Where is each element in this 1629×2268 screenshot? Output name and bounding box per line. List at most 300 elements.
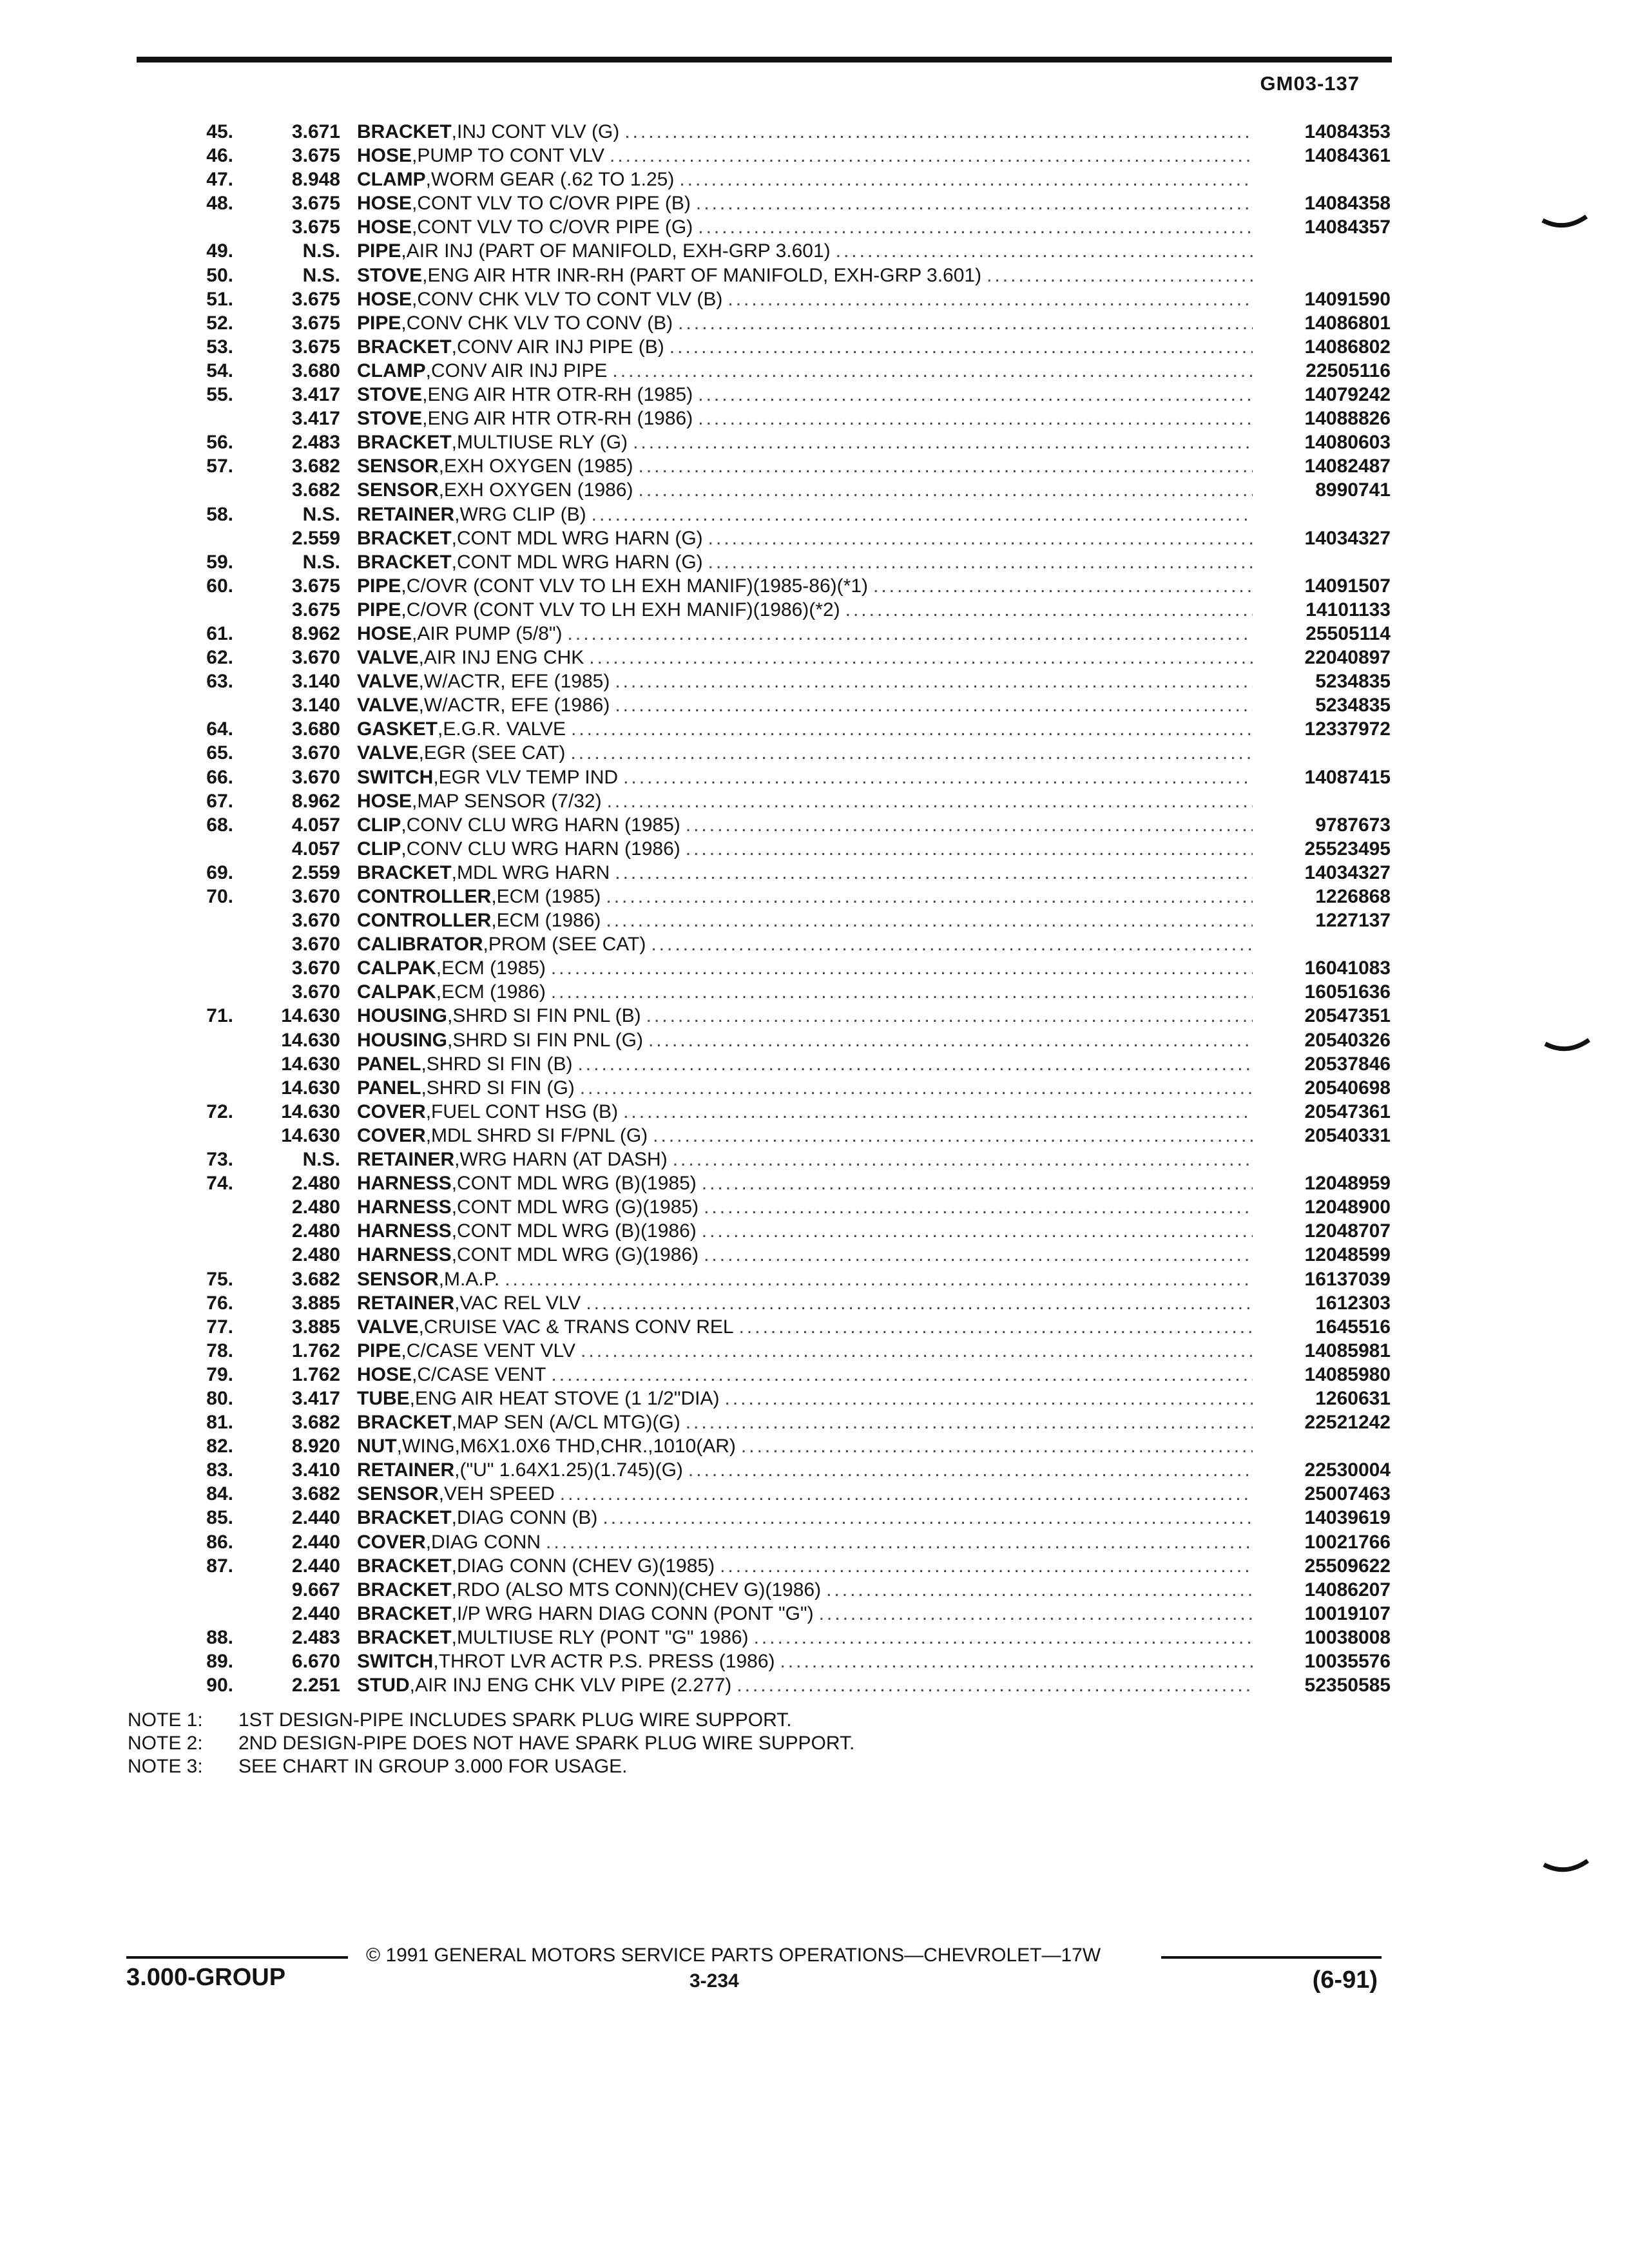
dot-leader [623, 765, 1253, 789]
dot-leader [577, 1052, 1253, 1076]
dot-leader [551, 956, 1253, 980]
parts-row [142, 717, 1391, 741]
parts-row [142, 1554, 1391, 1578]
part-name: CLIP [357, 814, 401, 836]
name-separator: , [454, 1292, 460, 1314]
dot-leader [836, 239, 1253, 263]
part-number: 22530004 [1304, 1459, 1391, 1481]
part-number: 16051636 [1304, 981, 1391, 1003]
dot-leader [580, 1076, 1253, 1100]
part-name: CONTROLLER [357, 910, 492, 932]
name-separator: , [401, 240, 407, 262]
part-description: ECM (1986) [496, 910, 601, 932]
parts-row [142, 383, 1391, 407]
note-label: NOTE 2: [128, 1733, 203, 1754]
dot-leader [826, 1578, 1253, 1602]
dot-leader [505, 1267, 1253, 1291]
part-description: ENG AIR HEAT STOVE (1 1/2"DIA) [415, 1387, 720, 1409]
group-number: 14.630 [281, 1077, 340, 1099]
group-number: 3.682 [291, 1268, 340, 1290]
margin-mark-icon [1544, 1037, 1590, 1057]
part-name: SENSOR [357, 479, 439, 501]
part-number: 25007463 [1304, 1483, 1391, 1505]
parts-row [142, 956, 1391, 980]
part-name: STUD [357, 1675, 410, 1696]
name-separator: , [436, 981, 442, 1003]
group-number: 3.675 [291, 288, 340, 310]
part-name: COVER [357, 1531, 426, 1553]
part-name: VALVE [357, 742, 419, 764]
group-number: 2.480 [291, 1173, 340, 1195]
item-number: 62. [206, 647, 233, 669]
note-label: NOTE 3: [128, 1756, 203, 1777]
group-number: 3.410 [291, 1459, 340, 1481]
item-number: 51. [206, 288, 233, 310]
name-separator: , [412, 216, 418, 238]
part-number: 14086801 [1304, 312, 1391, 334]
item-number: 47. [206, 169, 233, 191]
part-description: MAP SENSOR (7/32) [417, 790, 602, 812]
dot-leader [720, 1554, 1253, 1578]
dot-leader [678, 311, 1253, 335]
item-number: 48. [206, 193, 233, 215]
part-description: ECM (1986) [441, 981, 546, 1003]
dot-leader [686, 813, 1253, 837]
part-name: SENSOR [357, 456, 439, 477]
parts-row [142, 1148, 1391, 1171]
part-number: 20540698 [1304, 1077, 1391, 1099]
part-name: CALIBRATOR [357, 934, 483, 956]
name-separator: , [451, 121, 458, 142]
group-number: 3.140 [291, 695, 340, 716]
dot-leader [612, 359, 1253, 383]
parts-row [142, 264, 1391, 287]
name-separator: , [451, 1555, 458, 1577]
parts-row [142, 813, 1391, 837]
dot-leader [708, 550, 1253, 574]
item-number: 63. [206, 671, 233, 693]
dot-leader [741, 1434, 1253, 1458]
part-number: 14085981 [1304, 1340, 1391, 1361]
part-name: BRACKET [357, 1602, 452, 1624]
parts-row [142, 430, 1391, 454]
part-description: VAC REL VLV [459, 1292, 581, 1314]
parts-row [142, 478, 1391, 502]
dot-leader [623, 1100, 1253, 1124]
parts-row [142, 1171, 1391, 1195]
part-description: EXH OXYGEN (1985) [444, 456, 633, 477]
part-description: INJ CONT VLV (G) [457, 121, 620, 142]
part-description: CONT VLV TO C/OVR PIPE (G) [417, 216, 693, 238]
part-number: 25523495 [1304, 838, 1391, 860]
part-number: 14039619 [1304, 1507, 1391, 1529]
name-separator: , [483, 934, 488, 956]
parts-row [142, 1578, 1391, 1602]
part-name: VALVE [357, 1316, 419, 1338]
part-description: CONT MDL WRG HARN (G) [457, 527, 703, 549]
parts-row [142, 1387, 1391, 1410]
part-name: HOSE [357, 622, 412, 644]
item-number: 49. [206, 240, 233, 262]
part-name: COVER [357, 1124, 426, 1146]
parts-row [142, 1124, 1391, 1148]
name-separator: , [451, 551, 458, 573]
part-number: 8990741 [1315, 479, 1391, 501]
part-name: HOSE [357, 1363, 412, 1385]
item-number: 89. [206, 1651, 233, 1672]
part-name: VALVE [357, 647, 419, 669]
part-number: 22040897 [1304, 647, 1391, 669]
dot-leader [551, 980, 1253, 1004]
part-description: SHRD SI FIN (B) [426, 1053, 573, 1075]
dot-leader [615, 669, 1253, 693]
part-description: SHRD SI FIN PNL (B) [452, 1005, 641, 1027]
name-separator: , [451, 1244, 458, 1266]
part-name: BRACKET [357, 121, 452, 142]
item-number: 70. [206, 886, 233, 907]
dot-leader [679, 168, 1253, 191]
dot-leader [724, 1387, 1253, 1410]
group-number: N.S. [302, 503, 340, 525]
note-text: SEE CHART IN GROUP 3.000 FOR USAGE. [238, 1756, 628, 1777]
part-name: CALPAK [357, 981, 436, 1003]
item-number: 76. [206, 1292, 233, 1314]
margin-mark-icon [1541, 214, 1588, 233]
part-name: SWITCH [357, 766, 434, 788]
name-separator: , [451, 1173, 458, 1195]
item-number: 54. [206, 360, 233, 381]
group-number: 2.440 [291, 1507, 340, 1529]
part-name: BRACKET [357, 1626, 452, 1648]
dot-leader [670, 335, 1253, 359]
dot-leader [698, 383, 1253, 407]
item-number: 81. [206, 1412, 233, 1434]
name-separator: , [422, 384, 428, 406]
part-name: TUBE [357, 1387, 410, 1409]
parts-row [142, 1649, 1391, 1673]
dot-leader [570, 741, 1253, 765]
part-description: DIAG CONN [431, 1531, 541, 1553]
part-number: 14084353 [1304, 121, 1391, 142]
parts-row [142, 550, 1391, 574]
part-description: SHRD SI FIN PNL (G) [452, 1029, 643, 1051]
dot-leader [845, 598, 1253, 622]
parts-row [142, 1458, 1391, 1482]
group-number: 3.682 [291, 1483, 340, 1505]
part-name: PANEL [357, 1077, 421, 1099]
part-description: WING,M6X1.0X6 THD,CHR.,1010(AR) [402, 1436, 736, 1457]
parts-row [142, 1363, 1391, 1387]
group-number: 3.670 [291, 957, 340, 979]
group-number: 2.480 [291, 1244, 340, 1266]
name-separator: , [421, 1053, 427, 1075]
name-separator: , [401, 838, 407, 860]
part-description: CONT MDL WRG (B)(1986) [457, 1220, 697, 1242]
part-description: CONT MDL WRG HARN (G) [457, 551, 703, 573]
name-separator: , [451, 432, 458, 454]
note-text: 2ND DESIGN-PIPE DOES NOT HAVE SPARK PLUG WIRE SUPPORT. [238, 1733, 855, 1754]
name-separator: , [421, 1077, 427, 1099]
dot-leader [602, 1506, 1253, 1530]
group-number: 3.675 [291, 599, 340, 620]
parts-row [142, 1602, 1391, 1626]
name-separator: , [412, 193, 418, 215]
parts-row [142, 1028, 1391, 1052]
dot-leader [571, 717, 1253, 741]
parts-list [142, 120, 1391, 1697]
footer-left-rule [126, 1956, 348, 1959]
item-number: 64. [206, 718, 233, 740]
parts-row [142, 1100, 1391, 1124]
part-description: SHRD SI FIN (G) [426, 1077, 575, 1099]
notes-section [128, 1709, 854, 1778]
name-separator: , [409, 1387, 416, 1409]
parts-row [142, 1339, 1391, 1363]
group-number: 3.682 [291, 479, 340, 501]
group-number: 3.670 [291, 886, 340, 907]
parts-row [142, 1076, 1391, 1100]
group-number: N.S. [302, 551, 340, 573]
parts-row [142, 837, 1391, 861]
name-separator: , [451, 1412, 458, 1434]
part-description: CRUISE VAC & TRANS CONV REL [423, 1316, 734, 1338]
part-name: STOVE [357, 408, 423, 430]
part-number: 14088826 [1304, 408, 1391, 430]
item-number: 84. [206, 1483, 233, 1505]
group-number: 9.667 [291, 1579, 340, 1600]
group-number: 3.675 [291, 193, 340, 215]
name-separator: , [438, 718, 443, 740]
part-description: M.A.P. [444, 1268, 500, 1290]
dot-leader [607, 789, 1253, 813]
part-number: 12048959 [1304, 1173, 1391, 1195]
part-description: ENG AIR HTR OTR-RH (1986) [427, 408, 693, 430]
name-separator: , [418, 671, 424, 693]
part-description: PROM (SEE CAT) [488, 934, 646, 956]
part-name: CLAMP [357, 169, 426, 191]
parts-row [142, 1482, 1391, 1506]
name-separator: , [491, 886, 497, 907]
parts-row [142, 1506, 1391, 1530]
name-separator: , [425, 1531, 432, 1553]
name-separator: , [422, 408, 428, 430]
part-number: 1227137 [1315, 910, 1391, 932]
part-description: VEH SPEED [444, 1483, 555, 1505]
part-number: 14091507 [1304, 575, 1391, 597]
part-number: 14082487 [1304, 456, 1391, 477]
group-number: 8.948 [291, 169, 340, 191]
name-separator: , [425, 1124, 432, 1146]
name-separator: , [401, 575, 407, 597]
part-description: CONV CLU WRG HARN (1985) [406, 814, 680, 836]
group-number: 4.057 [291, 814, 340, 836]
part-number: 14091590 [1304, 288, 1391, 310]
part-description: CONV AIR INJ PIPE [431, 360, 608, 381]
part-number: 22521242 [1304, 1412, 1391, 1434]
part-number: 1645516 [1315, 1316, 1391, 1338]
dot-leader [698, 215, 1253, 239]
part-name: BRACKET [357, 861, 452, 883]
group-number: 3.140 [291, 671, 340, 693]
parts-row [142, 885, 1391, 908]
parts-row [142, 1626, 1391, 1649]
name-separator: , [454, 1459, 460, 1481]
group-number: 3.670 [291, 981, 340, 1003]
part-description: C/OVR (CONT VLV TO LH EXH MANIF)(1986)(*2) [406, 599, 840, 620]
group-label: 3.000-GROUP [126, 1964, 286, 1991]
name-separator: , [447, 1029, 453, 1051]
part-description: W/ACTR, EFE (1985) [423, 671, 610, 693]
dot-leader [873, 574, 1253, 598]
parts-row [142, 861, 1391, 885]
name-separator: , [418, 647, 424, 669]
group-number: 14.630 [281, 1100, 340, 1122]
item-number: 90. [206, 1675, 233, 1696]
item-number: 67. [206, 790, 233, 812]
dot-leader [560, 1482, 1253, 1506]
item-number: 59. [206, 551, 233, 573]
part-description: MDL WRG HARN [457, 861, 610, 883]
group-number: 14.630 [281, 1124, 340, 1146]
part-number: 14034327 [1304, 527, 1391, 549]
dot-leader [648, 1028, 1253, 1052]
part-description: EGR (SEE CAT) [423, 742, 566, 764]
parts-row [142, 215, 1391, 239]
parts-row [142, 765, 1391, 789]
group-number: N.S. [302, 264, 340, 286]
parts-row [142, 1004, 1391, 1028]
part-number: 10035576 [1304, 1651, 1391, 1672]
part-number: 20537846 [1304, 1053, 1391, 1075]
part-name: BRACKET [357, 336, 452, 358]
parts-row [142, 741, 1391, 765]
part-name: VALVE [357, 695, 419, 716]
item-number: 65. [206, 742, 233, 764]
part-name: PANEL [357, 1053, 421, 1075]
part-description: CONV CLU WRG HARN (1986) [406, 838, 680, 860]
part-number: 14101133 [1306, 599, 1391, 620]
part-description: CONV CHK VLV TO CONT VLV (B) [417, 288, 723, 310]
part-description: CONV AIR INJ PIPE (B) [457, 336, 664, 358]
name-separator: , [491, 910, 497, 932]
parts-row [142, 526, 1391, 550]
item-number: 83. [206, 1459, 233, 1481]
part-number: 14086802 [1304, 336, 1391, 358]
group-number: 3.675 [291, 145, 340, 167]
part-name: STOVE [357, 384, 423, 406]
group-number: 3.670 [291, 910, 340, 932]
part-name: PIPE [357, 599, 401, 620]
part-description: C/CASE VENT [417, 1363, 546, 1385]
part-name: VALVE [357, 671, 419, 693]
part-name: SWITCH [357, 1651, 434, 1672]
item-number: 46. [206, 145, 233, 167]
item-number: 61. [206, 622, 233, 644]
part-description: PUMP TO CONT VLV [417, 145, 605, 167]
group-number: 3.675 [291, 216, 340, 238]
name-separator: , [418, 742, 424, 764]
part-description: AIR INJ (PART OF MANIFOLD, EXH-GRP 3.601) [406, 240, 831, 262]
parts-row [142, 120, 1391, 144]
dot-leader [673, 1148, 1253, 1171]
group-number: 2.483 [291, 1626, 340, 1648]
parts-row [142, 454, 1391, 478]
part-name: GASKET [357, 718, 438, 740]
group-number: 3.417 [291, 384, 340, 406]
name-separator: , [454, 1149, 460, 1171]
part-description: CONT MDL WRG (B)(1985) [457, 1173, 697, 1195]
dot-leader [633, 430, 1253, 454]
part-description: W/ACTR, EFE (1986) [423, 695, 610, 716]
part-name: PIPE [357, 240, 401, 262]
part-name: HOSE [357, 288, 412, 310]
part-number: 16137039 [1304, 1268, 1391, 1290]
part-description: AIR INJ ENG CHK VLV PIPE (2.277) [415, 1675, 732, 1696]
item-number: 75. [206, 1268, 233, 1290]
part-number: 12048900 [1304, 1196, 1391, 1218]
part-name: HOSE [357, 790, 412, 812]
dot-leader [739, 1315, 1253, 1339]
part-number: 14084361 [1304, 145, 1391, 167]
item-number: 79. [206, 1363, 233, 1385]
name-separator: , [438, 1483, 445, 1505]
parts-row [142, 407, 1391, 430]
part-description: MAP SEN (A/CL MTG)(G) [457, 1412, 680, 1434]
part-description: RDO (ALSO MTS CONN)(CHEV G)(1986) [457, 1579, 822, 1600]
group-number: 3.675 [291, 312, 340, 334]
part-number: 20547361 [1304, 1100, 1391, 1122]
part-number: 12048707 [1304, 1220, 1391, 1242]
dot-leader [686, 1410, 1253, 1434]
dot-leader [653, 1124, 1253, 1148]
dot-leader [646, 1004, 1253, 1028]
parts-row [142, 1267, 1391, 1291]
group-number: 3.670 [291, 934, 340, 956]
part-name: COVER [357, 1100, 426, 1122]
document-code: GM03-137 [1260, 72, 1360, 95]
name-separator: , [401, 1340, 407, 1361]
group-number: 3.417 [291, 408, 340, 430]
group-number: N.S. [302, 240, 340, 262]
part-name: CLIP [357, 838, 401, 860]
note-label: NOTE 1: [128, 1709, 203, 1731]
name-separator: , [436, 957, 442, 979]
group-number: 8.962 [291, 622, 340, 644]
parts-row [142, 1530, 1391, 1554]
dot-leader [568, 622, 1253, 646]
item-number: 52. [206, 312, 233, 334]
name-separator: , [438, 479, 445, 501]
part-description: AIR PUMP (5/8") [417, 622, 563, 644]
part-description: ENG AIR HTR OTR-RH (1985) [427, 384, 693, 406]
name-separator: , [412, 145, 418, 167]
group-number: 14.630 [281, 1053, 340, 1075]
dot-leader [704, 1195, 1253, 1219]
item-number: 56. [206, 432, 233, 454]
name-separator: , [451, 1602, 458, 1624]
name-separator: , [454, 503, 460, 525]
dot-leader [698, 407, 1253, 430]
part-name: BRACKET [357, 1507, 452, 1529]
part-description: C/OVR (CONT VLV TO LH EXH MANIF)(1985-86)(*1) [406, 575, 868, 597]
name-separator: , [438, 456, 445, 477]
part-name: HOSE [357, 216, 412, 238]
name-separator: , [451, 861, 458, 883]
part-number: 5234835 [1315, 695, 1391, 716]
parts-row [142, 168, 1391, 191]
part-name: HOSE [357, 193, 412, 215]
part-description: CONT MDL WRG (G)(1985) [457, 1196, 699, 1218]
